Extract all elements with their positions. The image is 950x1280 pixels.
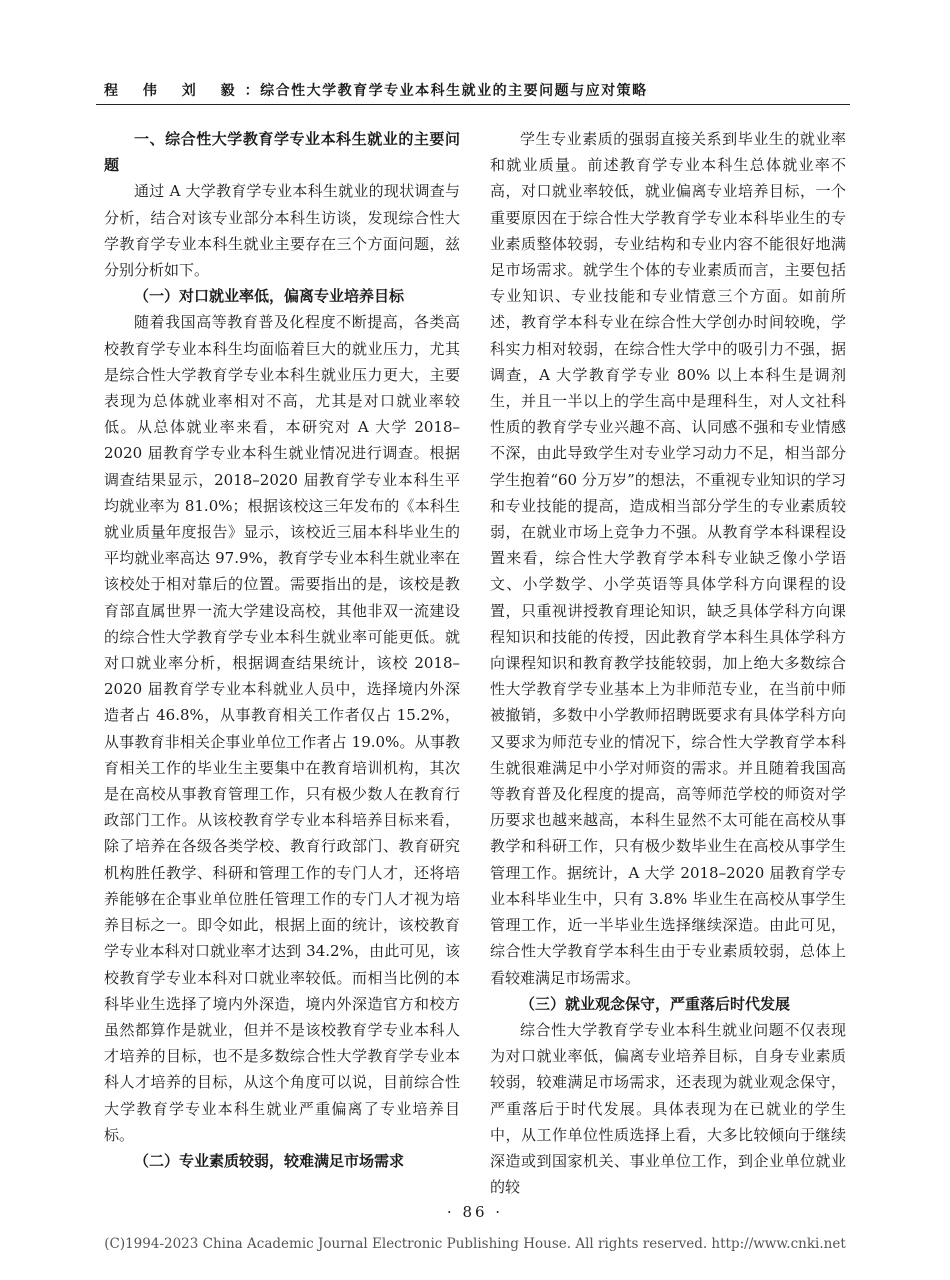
paragraph-3: 综合性大学教育学专业本科生就业问题不仅表现为对口就业率低，偏离专业培养目标，自身专业素质较弱，较难满足市场需求，还表现为就业观念保守，严重落后于时代发展。具体表现为在已就业的学生中，从工作单位性质选择上看，大多比较倾向于继续深造或到国家机关、事业单位工作，到企业单位就业的较 (490, 1020, 846, 1197)
paragraph-2: 学生专业素质的强弱直接关系到毕业生的就业率和就业质量。前述教育学专业本科生总体就业率不高，对口就业率较低，就业偏离专业培养目标，一个重要原因在于综合性大学教育学专业本科毕业生的专业素质整体较弱，专业结构和专业内容不能很好地满足市场需求。就学生个体的专业素质而言，主要包括专业知识、专业技能和专业情意三个方面。如前所述，教育学本科专业在综合性大学创办时间较晚，学科实力相对较弱，在综合性大学中的吸引力不强，据调查，A 大学教育学专业 80% 以上本科生是调剂生，并且一半以上的学生高中是理科生，对人文社科性质的教育学专业兴趣不高、认同感不强和专业情感不深，由此导致学生对专业学习动力不足，相当部分学生抱着“60 分万岁”的想法，不重视专业知识的学习和专业技能的提高，造成相当部分学生的专业素质较弱，在就业市场上竞争力不强。从教育学本科课程设置来看，综合性大学教育学本科专业缺乏像小学语文、小学数学、小学英语等具体学科方向课程的设置，只重视讲授教育理论知识，缺乏具体学科方向课程知识和技能的传授，因此教育学本科生具体学科方向课程知识和教育教学技能较弱，加上绝大多数综合性大学教育学专业基本上为非师范专业，在当前中师被撤销，多数中小学教师招聘既要求有具体学科方向又要求为师范专业的情况下，综合性大学教育学本科生就很难满足中小学对师资的需求。并且随着我国高等教育普及化程度的提高，高等师范学校的师资对学历要求也越来越高，本科生显然不太可能在高校从事教学和科研工作，只有极少数毕业生在高校从事学生管理工作。据统计，A 大学 2018–2020 届教育学专业本科毕业生中，只有 3.8% 毕业生在高校从事学生管理工作，近一半毕业生选择继续深造。由此可见，综合性大学教育学本科生由于专业素质较弱，总体上看较难满足市场需求。 (490, 130, 846, 987)
copyright-line: (C)1994-2023 China Academic Journal Electronic Publishing House. All rights reserved. http://www.cnki.net (104, 1236, 846, 1252)
subheading-3: （三）就业观念保守，严重落后时代发展 (520, 994, 791, 1013)
intro-paragraph: 通过 A 大学教育学专业本科生就业的现状调查与分析，结合对该专业部分本科生访谈，发现综合性大学教育学专业本科生就业主要存在三个方面问题，兹分别分析如下。 (104, 182, 460, 280)
right-column (490, 126, 846, 1200)
running-head-title: ：综合性大学教育学专业本科生就业的主要问题与应对策略 (244, 83, 648, 99)
section-heading: 一、综合性大学教育学专业本科生就业的主要问题 (104, 130, 460, 175)
paragraph-1: 随着我国高等教育普及化程度不断提高，各类高校教育学专业本科生均面临着巨大的就业压力，尤其是综合性大学教育学专业本科生就业压力更大，主要表现为总体就业率相对不高，尤其是对口就业率较低。从总体就业率来看，本研究对 A 大学 2018–2020 届教育学专业本科生就业情况进行调查。根据调查结果显示，2018–2020 届教育学专业本科生平均就业率为 81.0%；根据该校这三年发布的《本科生就业质量年度报告》显示，该校近三届本科毕业生的平均就业率高达 97.9%，教育学专业本科生就业率在该校处于相对靠后的位置。需要指出的是，该校是教育部直属世界一流大学建设高校，其他非双一流建设的综合性大学教育学专业本科生就业率可能更低。就对口就业率分析，根据调查结果统计，该校 2018–2020 届教育学专业本科就业人员中，选择境内外深造者占 46.8%，从事教育相关工作者仅占 15.2%，从事教育非相关企事业单位工作者占 19.0%。从事教育相关工作的毕业生主要集中在教育培训机构，其次是在高校从事教育管理工作，只有极少数人在教育行政部门工作。从该校教育学专业本科培养目标来看，除了培养在各级各类学校、教育行政部门、教育研究机构胜任教学、科研和管理工作的专门人才，还将培养能够在企事业单位胜任管理工作的专门人才视为培养目标之一。即令如此，根据上面的统计，该校教育学专业本科对口就业率才达到 34.2%，由此可见，该校教育学专业本科对口就业率较低。而相当比例的本科毕业生选择了境内外深造，境内外深造官方和校方虽然都算作是就业，但并不是该校教育学专业本科人才培养的目标，也不是多数综合性大学教育学专业本科人才培养的目标，从这个角度可以说，目前综合性大学教育学专业本科生就业严重偏离了专业培养目标。 (104, 313, 460, 1144)
header-rule (96, 104, 850, 105)
page-number: · 86 · (446, 1203, 504, 1221)
left-column (104, 126, 460, 1174)
subheading-1: （一）对口就业率低，偏离专业培养目标 (134, 287, 405, 306)
running-head (104, 80, 648, 100)
running-head-authors: 程 伟 刘 毅 (104, 83, 245, 99)
subheading-2: （二）专业素质较弱，较难满足市场需求 (134, 1151, 405, 1170)
